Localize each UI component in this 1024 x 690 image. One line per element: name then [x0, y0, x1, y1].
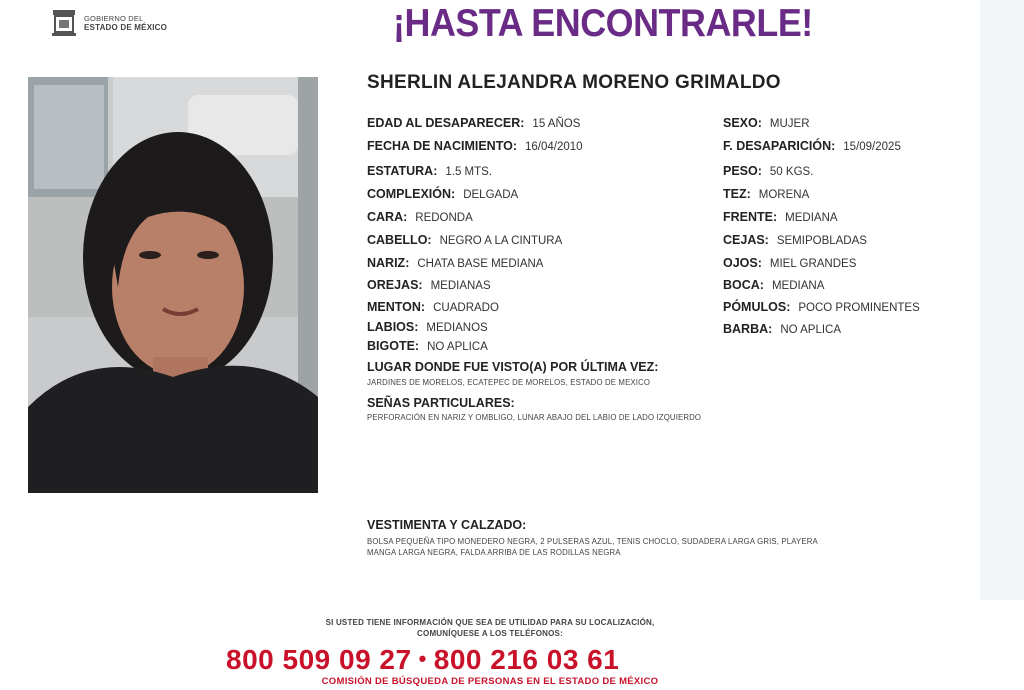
headline: ¡HASTA ENCONTRARLE!	[393, 2, 813, 45]
logo-line-1: GOBIERNO DEL	[84, 14, 144, 23]
field-value: DELGADA	[463, 189, 519, 201]
government-logo	[50, 8, 167, 38]
field-value: 1.5 MTS.	[445, 166, 493, 178]
field-label: PESO:	[723, 164, 762, 178]
person-photo	[28, 77, 318, 493]
field-label: TEZ:	[723, 187, 751, 201]
field-label: F. DESAPARICIÓN:	[723, 139, 836, 153]
field-edad	[367, 116, 580, 130]
field-label: BOCA:	[723, 278, 764, 292]
field-label: SEXO:	[723, 116, 762, 130]
field-fecha-nacimiento	[367, 139, 583, 153]
field-value: NO APLICA	[780, 324, 842, 336]
field-label: NARIZ:	[367, 256, 410, 270]
person-full-name: SHERLIN ALEJANDRA MORENO GRIMALDO	[367, 72, 781, 93]
field-label: FRENTE:	[723, 210, 778, 224]
field-label: OREJAS:	[367, 278, 423, 292]
field-value: MEDIANOS	[426, 322, 488, 334]
field-peso	[723, 164, 813, 178]
field-fecha-desaparicion	[723, 139, 901, 153]
field-label: FECHA DE NACIMIENTO:	[367, 139, 517, 153]
field-label: CEJAS:	[723, 233, 769, 247]
field-label: CABELLO:	[367, 233, 432, 247]
phone-numbers	[226, 644, 619, 676]
field-cara	[367, 210, 473, 224]
field-cejas	[723, 233, 867, 247]
field-value: NO APLICA	[427, 341, 488, 353]
field-value: MEDIANA	[785, 212, 838, 224]
field-value: REDONDA	[415, 212, 473, 224]
field-label: EDAD AL DESAPARECER:	[367, 116, 525, 130]
footer-note-1: SI USTED TIENE INFORMACIÓN QUE SEA DE UTILIDAD PARA SU LOCALIZACIÓN,	[325, 618, 655, 627]
field-label: BARBA:	[723, 322, 773, 336]
field-ojos	[723, 256, 856, 270]
last-seen-text: JARDINES DE MORELOS, ECATEPEC DE MORELOS, ESTADO DE MEXICO	[367, 378, 651, 387]
field-orejas	[367, 278, 491, 292]
phone-2[interactable]: 800 216 03 61	[433, 644, 620, 675]
field-value: CHATA BASE MEDIANA	[417, 258, 544, 270]
field-value: NEGRO A LA CINTURA	[439, 235, 563, 247]
field-label: MENTON:	[367, 300, 426, 314]
clothing-line-1: BOLSA PEQUEÑA TIPO MONEDERO NEGRA, 2 PULSERAS AZUL, TENIS CHOCLO, SUDADERA LARGA GRIS, PLAYERA	[367, 537, 818, 546]
field-sexo	[723, 116, 810, 130]
field-value: 15/09/2025	[843, 141, 901, 153]
right-edge-strip	[980, 0, 1024, 600]
field-nariz	[367, 256, 543, 270]
field-complexion	[367, 187, 518, 201]
marks-title: SEÑAS PARTICULARES:	[367, 396, 515, 410]
field-value: MEDIANA	[771, 280, 825, 292]
field-value: MIEL GRANDES	[769, 258, 857, 270]
field-menton	[367, 300, 499, 314]
logo-line-2: ESTADO DE MÉXICO	[84, 23, 168, 32]
field-value: MEDIANAS	[430, 280, 491, 292]
field-cabello	[367, 233, 562, 247]
field-value: SEMIPOBLADAS	[776, 235, 867, 247]
field-estatura	[367, 164, 492, 178]
phone-1[interactable]: 800 509 09 27	[226, 644, 412, 675]
field-label: CARA:	[367, 210, 408, 224]
field-pomulos	[723, 300, 920, 314]
field-value: 16/04/2010	[525, 141, 583, 153]
field-value: MORENA	[758, 189, 810, 201]
field-label: PÓMULOS:	[723, 300, 791, 314]
field-tez	[723, 187, 809, 201]
field-value: 15 AÑOS	[532, 118, 581, 130]
last-seen-title: LUGAR DONDE FUE VISTO(A) POR ÚLTIMA VEZ:	[367, 360, 659, 374]
field-labios	[367, 320, 488, 334]
phone-separator: •	[418, 646, 427, 671]
field-label: LABIOS:	[367, 320, 419, 334]
field-frente	[723, 210, 838, 224]
clothing-line-2: MANGA LARGA NEGRA, FALDA ARRIBA DE LAS RODILLAS NEGRA	[367, 548, 621, 557]
marks-text: PERFORACIÓN EN NARIZ Y OMBLIGO, LUNAR ABAJO DEL LABIO DE LADO IZQUIERDO	[367, 413, 702, 422]
field-label: OJOS:	[723, 256, 762, 270]
field-bigote	[367, 339, 488, 353]
state-seal-icon	[50, 8, 78, 38]
field-value: POCO PROMINENTES	[798, 302, 920, 314]
field-value: CUADRADO	[433, 302, 499, 314]
agency-name: COMISIÓN DE BÚSQUEDA DE PERSONAS EN EL ESTADO DE MÉXICO	[321, 676, 659, 687]
field-label: BIGOTE:	[367, 339, 420, 353]
footer-note-2: COMUNÍQUESE A LOS TELÉFONOS:	[417, 629, 563, 638]
field-label: COMPLEXIÓN:	[367, 187, 456, 201]
field-value: 50 KGS.	[769, 166, 814, 178]
field-label: ESTATURA:	[367, 164, 438, 178]
field-boca	[723, 278, 824, 292]
clothing-title: VESTIMENTA Y CALZADO:	[367, 518, 527, 532]
field-value: MUJER	[769, 118, 810, 130]
field-barba	[723, 322, 841, 336]
person-photo-illustration	[28, 77, 318, 493]
